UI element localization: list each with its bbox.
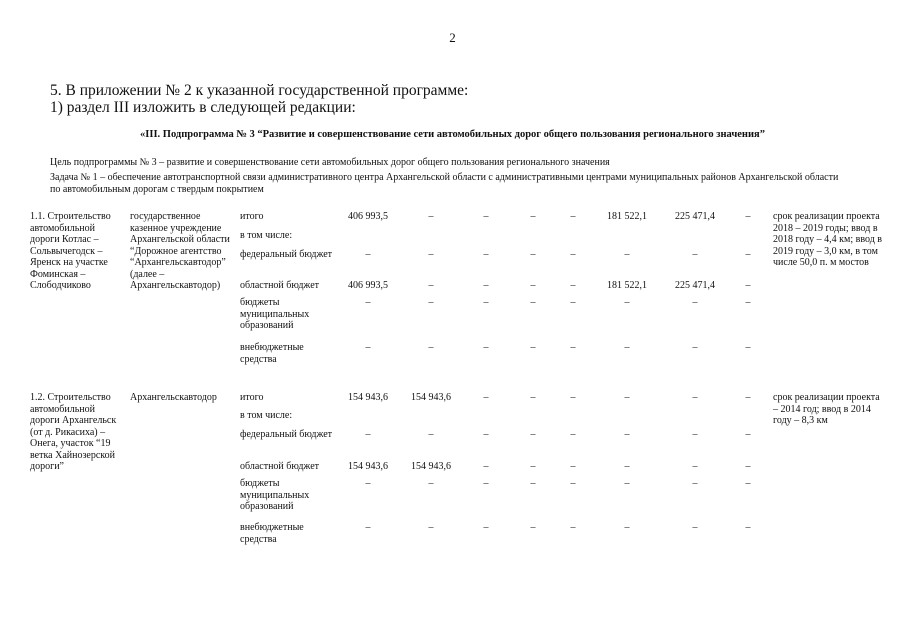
funding-value: –	[483, 249, 489, 260]
funding-value: –	[570, 280, 576, 291]
funding-value: –	[483, 478, 489, 489]
funding-value: –	[530, 461, 536, 472]
amendment-heading: 5. В приложении № 2 к указанной государственной программе:	[50, 82, 469, 99]
funding-value: –	[570, 478, 576, 489]
funding-value: –	[624, 249, 630, 260]
funding-value: 225 471,4	[675, 280, 715, 291]
funding-value: –	[483, 392, 489, 403]
funding-value: –	[483, 522, 489, 533]
funding-value: –	[530, 429, 536, 440]
funding-value: –	[745, 280, 751, 291]
funding-value: –	[745, 249, 751, 260]
funding-value: –	[692, 392, 698, 403]
funding-value: –	[483, 461, 489, 472]
funding-value: –	[745, 429, 751, 440]
funding-value: –	[483, 297, 489, 308]
funding-value: –	[745, 461, 751, 472]
funding-value: –	[428, 342, 434, 353]
funding-value: –	[365, 429, 371, 440]
funding-value: –	[428, 249, 434, 260]
funding-value: –	[365, 478, 371, 489]
amendment-subheading: 1) раздел III изложить в следующей редакции:	[50, 99, 356, 116]
funding-value: –	[624, 297, 630, 308]
project-executor: государственное казенное учреждение Архангельской области “Дорожное агентство “Архангельскавтодор” (далее – Архангельскавтодор)	[130, 211, 230, 291]
funding-value: –	[428, 211, 434, 222]
funding-value: –	[530, 297, 536, 308]
funding-value: –	[428, 522, 434, 533]
funding-value: –	[570, 342, 576, 353]
funding-value: –	[624, 392, 630, 403]
funding-value: –	[570, 249, 576, 260]
funding-value: –	[745, 392, 751, 403]
project-name: 1.1. Строительство автомобильной дороги Котлас – Сольвычегодск – Яренск на участке Фоминская – Слободчиково	[30, 211, 111, 291]
funding-value: –	[428, 297, 434, 308]
funding-value: –	[624, 342, 630, 353]
funding-value: –	[483, 211, 489, 222]
page-number: 2	[449, 30, 456, 45]
funding-source-label: итого	[240, 211, 264, 222]
funding-value: –	[530, 211, 536, 222]
funding-value: –	[570, 211, 576, 222]
funding-value: –	[530, 522, 536, 533]
funding-value: 154 943,6	[348, 392, 388, 403]
funding-value: –	[483, 280, 489, 291]
funding-value: –	[624, 429, 630, 440]
funding-value: –	[530, 478, 536, 489]
funding-source-label: итого	[240, 392, 264, 403]
funding-source-label: в том числе:	[240, 410, 293, 421]
funding-value: 181 522,1	[607, 211, 647, 222]
funding-source-label: внебюджетные средства	[240, 342, 304, 365]
funding-value: 225 471,4	[675, 211, 715, 222]
funding-value: 406 993,5	[348, 211, 388, 222]
funding-value: –	[692, 297, 698, 308]
project-name: 1.2. Строительство автомобильной дороги Архангельск (от д. Рикасиха) – Онега, участок “19 ветка Хайнозерской дороги”	[30, 392, 117, 472]
funding-value: –	[745, 342, 751, 353]
funding-value: –	[365, 249, 371, 260]
funding-source-label: внебюджетные средства	[240, 522, 304, 545]
funding-value: –	[624, 478, 630, 489]
funding-value: 181 522,1	[607, 280, 647, 291]
funding-value: –	[624, 522, 630, 533]
funding-source-label: в том числе:	[240, 230, 293, 241]
funding-value: 154 943,6	[411, 392, 451, 403]
funding-source-label: областной бюджет	[240, 280, 320, 291]
funding-value: –	[530, 342, 536, 353]
subprogram-title: «III. Подпрограмма № 3 “Развитие и совершенствование сети автомобильных дорог общего пользования регионального значения”	[140, 129, 765, 140]
funding-value: 406 993,5	[348, 280, 388, 291]
funding-value: –	[745, 522, 751, 533]
funding-value: –	[692, 461, 698, 472]
funding-value: –	[428, 280, 434, 291]
subprogram-goal: Цель подпрограммы № 3 – развитие и совершенствование сети автомобильных дорог общего пользования регионального значения	[50, 157, 610, 168]
funding-value: –	[570, 522, 576, 533]
funding-value: –	[692, 522, 698, 533]
funding-source-label: федеральный бюджет	[240, 249, 333, 260]
funding-value: –	[624, 461, 630, 472]
funding-value: –	[745, 478, 751, 489]
project-result: срок реализации проекта – 2014 год; ввод в 2014 году – 8,3 км	[773, 392, 880, 426]
funding-value: –	[745, 297, 751, 308]
funding-value: –	[745, 211, 751, 222]
funding-value: –	[483, 342, 489, 353]
funding-value: –	[483, 429, 489, 440]
funding-value: 154 943,6	[411, 461, 451, 472]
funding-value: –	[428, 429, 434, 440]
funding-value: –	[570, 297, 576, 308]
funding-value: –	[570, 429, 576, 440]
subprogram-task: Задача № 1 – обеспечение автотранспортной связи административного центра Архангельской области с административными центрами муниципальных районов Архангельской области по автомобильным дорогам с твердым покрытием	[50, 172, 839, 195]
funding-value: –	[692, 249, 698, 260]
funding-value: –	[530, 249, 536, 260]
funding-value: –	[530, 280, 536, 291]
funding-value: –	[570, 461, 576, 472]
funding-value: –	[530, 392, 536, 403]
funding-value: –	[428, 478, 434, 489]
funding-source-label: бюджеты муниципальных образований	[240, 478, 310, 512]
funding-value: –	[365, 297, 371, 308]
funding-source-label: областной бюджет	[240, 461, 320, 472]
funding-value: 154 943,6	[348, 461, 388, 472]
funding-source-label: бюджеты муниципальных образований	[240, 297, 310, 331]
project-executor: Архангельскавтодор	[130, 392, 217, 403]
funding-value: –	[692, 429, 698, 440]
funding-value: –	[365, 342, 371, 353]
project-result: срок реализации проекта 2018 – 2019 годы; ввод в 2018 году – 4,4 км; ввод в 2019 году – 3,0 км, в том числе 50,0 п. м мостов	[773, 211, 883, 268]
funding-value: –	[692, 342, 698, 353]
funding-source-label: федеральный бюджет	[240, 429, 333, 440]
funding-value: –	[692, 478, 698, 489]
funding-value: –	[365, 522, 371, 533]
funding-value: –	[570, 392, 576, 403]
